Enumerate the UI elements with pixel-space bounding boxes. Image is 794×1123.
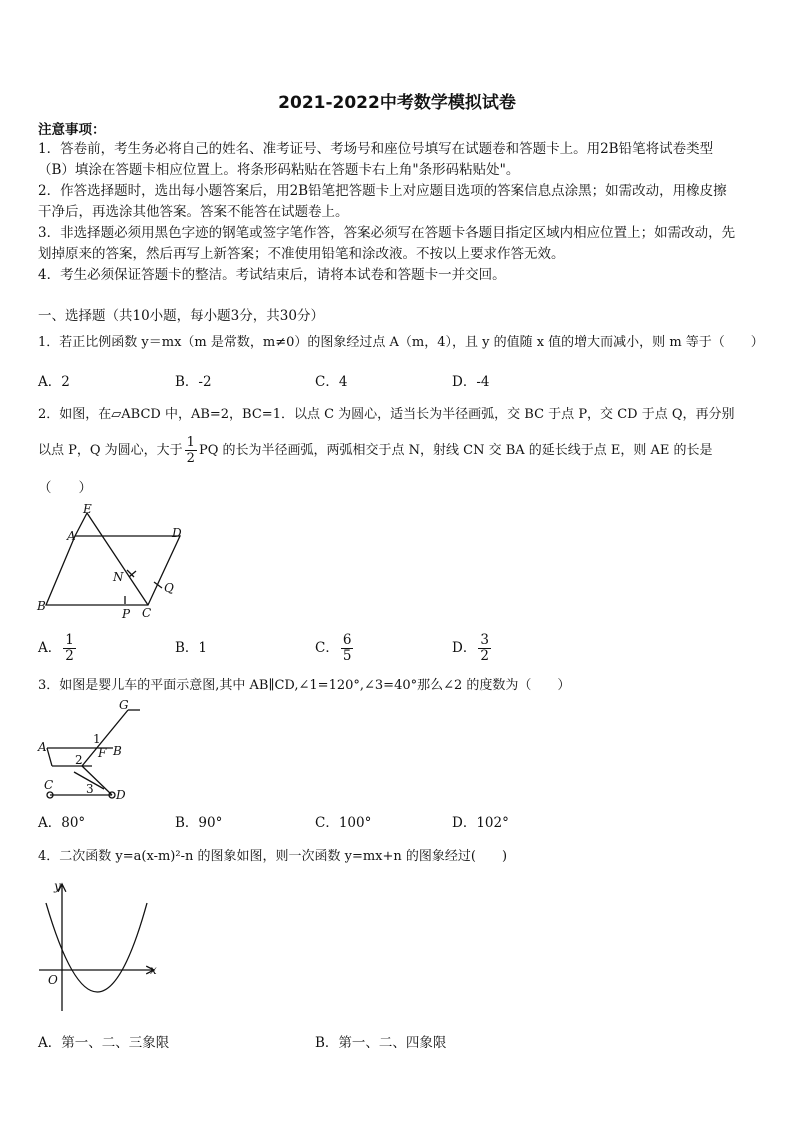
label-angle-3: 3 xyxy=(86,782,94,796)
option-d[interactable]: D．102° xyxy=(452,815,509,831)
ray-cn xyxy=(87,513,148,605)
option-a[interactable]: A． $\frac{1}{2}$ xyxy=(38,632,74,664)
label-q: Q xyxy=(164,581,174,595)
parabola-curve xyxy=(46,903,147,992)
notice-line: 3．非选择题必须用黑色字迹的钢笔或签字笔作答，答案必须写在答题卡各题目指定区域内相应位置上；如需改动，先 xyxy=(38,225,736,241)
label-d: D xyxy=(172,526,182,540)
label-p: P xyxy=(122,607,131,621)
notice-line: 划掉原来的答案，然后再写上新答案；不准使用铅笔和涂改液。不按以上要求作答无效。 xyxy=(38,246,565,262)
question-2-stem-line3: （ ） xyxy=(38,480,92,496)
section-heading: 一、选择题（共10小题，每小题3分，共30分） xyxy=(38,308,324,324)
label-a: A xyxy=(38,740,47,754)
option-b[interactable]: B．-2 xyxy=(175,374,212,390)
stroller-figure xyxy=(30,698,160,806)
question-2-text: 以点 P，Q 为圆心，大于 xyxy=(38,443,183,458)
label-b: B xyxy=(37,599,46,613)
parallelogram-figure xyxy=(30,500,200,625)
notice-line: 4．考生必须保证答题卡的整洁。考试结束后，请将本试卷和答题卡一并交回。 xyxy=(38,267,506,283)
parabola-figure xyxy=(34,876,164,1016)
label-y: y xyxy=(54,879,61,893)
question-4-options xyxy=(38,1031,758,1051)
label-n: N xyxy=(113,570,124,584)
question-3-options xyxy=(38,811,758,831)
question-3-stem: 3．如图是婴儿车的平面示意图,其中 AB∥CD,∠1=120°,∠3=40°那么∠2 的度数为（ ） xyxy=(38,678,571,693)
notice-heading: 注意事项： xyxy=(38,122,106,138)
segment-ae xyxy=(75,513,87,536)
question-2-text: PQ 的长为半径画弧，两弧相交于点 N，射线 CN 交 BA 的延长线于点 E，则 AE 的长是 xyxy=(198,443,713,458)
fraction-half: $\frac{1}{2}$ xyxy=(186,435,195,466)
notice-line: 1．答卷前，考生务必将自己的姓名、准考证号、考场号和座位号填写在试题卷和答题卡上。用2B铅笔将试卷类型 xyxy=(38,141,714,157)
notice-line: 干净后，再选涂其他答案。答案不能答在试题卷上。 xyxy=(38,204,349,220)
page-title: 2021-2022中考数学模拟试卷 xyxy=(278,93,516,113)
option-a[interactable]: A．80° xyxy=(38,815,86,831)
option-b[interactable]: B．90° xyxy=(175,815,223,831)
label-g: G xyxy=(119,698,129,712)
option-a[interactable]: A．2 xyxy=(38,374,70,390)
label-e: E xyxy=(83,502,92,516)
option-d[interactable]: D．-4 xyxy=(452,374,490,390)
label-f: F xyxy=(98,746,107,760)
option-c[interactable]: C．100° xyxy=(315,815,372,831)
option-a[interactable]: A．第一、二、三象限 xyxy=(38,1035,170,1051)
label-b: B xyxy=(113,744,122,758)
label-x: x xyxy=(150,963,157,977)
question-2-stem-line2 xyxy=(38,434,713,468)
label-origin: O xyxy=(48,973,58,987)
back-line xyxy=(47,748,52,766)
option-b[interactable]: B．1 xyxy=(175,640,208,656)
option-d[interactable]: D． $\frac{3}{2}$ xyxy=(452,632,489,664)
label-angle-2: 2 xyxy=(75,753,83,767)
question-1-options xyxy=(38,370,758,390)
label-a: A xyxy=(67,529,76,543)
notice-line: （B）填涂在答题卡相应位置上。将条形码粘贴在答题卡右上角"条形码粘贴处"。 xyxy=(38,162,520,178)
question-1-stem: 1．若正比例函数 y＝mx（m 是常数，m≠0）的图象经过点 A（m，4），且 y 的值随 x 值的增大而减小，则 m 等于（ ） xyxy=(38,335,764,350)
notice-line: 2．作答选择题时，选出每小题答案后，用2B铅笔把答题卡上对应题目选项的答案信息点涂黑；如需改动，用橡皮擦 xyxy=(38,183,727,199)
label-d: D xyxy=(116,788,126,802)
label-c: C xyxy=(142,606,152,620)
question-4-stem: 4．二次函数 y=a(x-m)²-n 的图象如图，则一次函数 y=mx+n 的图象经过( ) xyxy=(38,849,508,864)
label-angle-1: 1 xyxy=(93,732,101,746)
question-2-options xyxy=(38,628,758,670)
option-c[interactable]: C．4 xyxy=(315,374,348,390)
option-b[interactable]: B．第一、二、四象限 xyxy=(315,1035,447,1051)
question-2-stem-line1: 2．如图，在▱ABCD 中，AB=2，BC=1．以点 C 为圆心，适当长为半径画弧，交 BC 于点 P，交 CD 于点 Q，再分别 xyxy=(38,407,735,422)
option-c[interactable]: C． $\frac{6}{5}$ xyxy=(315,632,352,664)
label-c: C xyxy=(44,778,54,792)
